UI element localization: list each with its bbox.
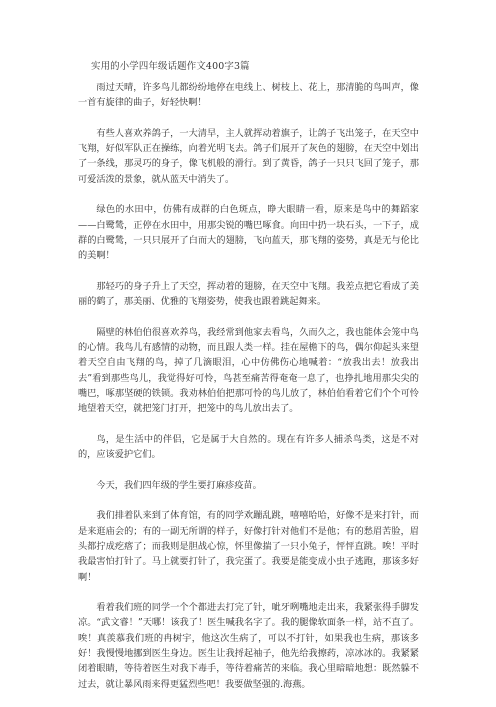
paragraph: 绿色的水田中，仿佛有成群的白色斑点，睁大眼睛一看，原来是鸟中的舞蹈家——白鹭鸶，正停在水田中，用那尖锐的嘴巴啄食。向田中扔一块石头，一下子，成群的白鹭鸶，一只只展开了白而大的翅膀，飞向蓝天，那飞翔的姿势，真是无与伦比的美啊！ (78, 204, 419, 262)
document-title: 实用的小学四年级话题作文400字3篇 (91, 61, 250, 72)
paragraph: 我们排着队来到了体育馆，有的同学欢蹦乱跳，嘻嘻哈哈，好像不是来打针，而是来逛庙会的；有的一副无所谓的样子，好像打针对他们不是他；有的愁眉苦脸，眉头都拧成疙瘩了；而我则是胆战心惊，怀里像揣了一只小兔子，怦怦直跳。唉！平时我最害怕打针了。马上就要打针了，我完蛋了。我要是能变成小虫子逃跑，那该多好啊！ (78, 510, 419, 583)
paragraph: 有些人喜欢养鸽子，一大清早，主人就挥动着旗子，让鸽子飞出笼子，在天空中飞翔，好似军队正在操练，向着光明飞去。鸽子们展开了灰色的翅膀，在天空中划出了一条线，那灵巧的身子，像飞机般的滑行。到了黄昏，鸽子一只只飞回了笼子，那可爱活泼的景象，就从蓝天中消失了。 (78, 127, 419, 185)
paragraph: 今天，我们四年级的学生要打麻疹疫苗。 (96, 479, 262, 491)
paragraph: 雨过天晴，许多鸟儿都纷纷地停在电线上、树枝上、花上，那清脆的鸟叫声，像一首有旋律的曲子，好轻快啊！ (78, 82, 419, 109)
paragraph: 看着我们班的同学一个个都进去打完了针，呲牙咧嘴地走出来，我紧张得手脚发凉。“武文睿！”天哪！该我了！医生喊我名字了。我的腿像软面条一样，站不直了。唉！真羡慕我们班的冉树宇，他这次生病了，可以不打针，如果我也生病，那该多好！我慢慢地挪到医生身边。医生让我捋起袖子，他先给我擦药，凉冰冰的。我紧紧闭着眼睛，等待着医生对我下毒手，等待着痛苦的来临。我心里暗暗地想：既然躲不过去，就让暴风雨来得更猛烈些吧！我要做坚强的.海燕。 (78, 602, 419, 690)
paragraph: 隔壁的林伯伯很喜欢养鸟，我经常到他家去看鸟，久而久之，我也能体会笼中鸟的心情。我鸟儿有感情的动物，而且跟人类一样。挂在屋檐下的鸟，偶尔仰起头来望着天空自由飞翔的鸟，掉了几滴眼泪，心中仿佛伤心地喊着：“放我出去！放我出去”看到那些鸟儿，我觉得好可怜，鸟甚至痛苦得奄奄一息了，也挣扎地用那尖尖的嘴巴，啄那坚硬的铁锁。我劝林伯伯把那可怜的鸟儿放了，林伯伯看着它们个个可怜地望着天空，就把笼门打开，把笼中的鸟儿放出去了。 (78, 326, 419, 415)
paragraph: 那轻巧的身子升上了天空，挥动着的翅膀，在天空中飞翔。我差点把它看成了美丽的鹤了，那美丽、优雅的飞翔姿势，使我也跟着跳起舞来。 (78, 280, 419, 308)
paragraph: 鸟，是生活中的伴侣，它是属于大自然的。现在有许多人捕杀鸟类，这是不对的，应该爱护它们。 (78, 433, 419, 461)
document-body (78, 80, 419, 707)
